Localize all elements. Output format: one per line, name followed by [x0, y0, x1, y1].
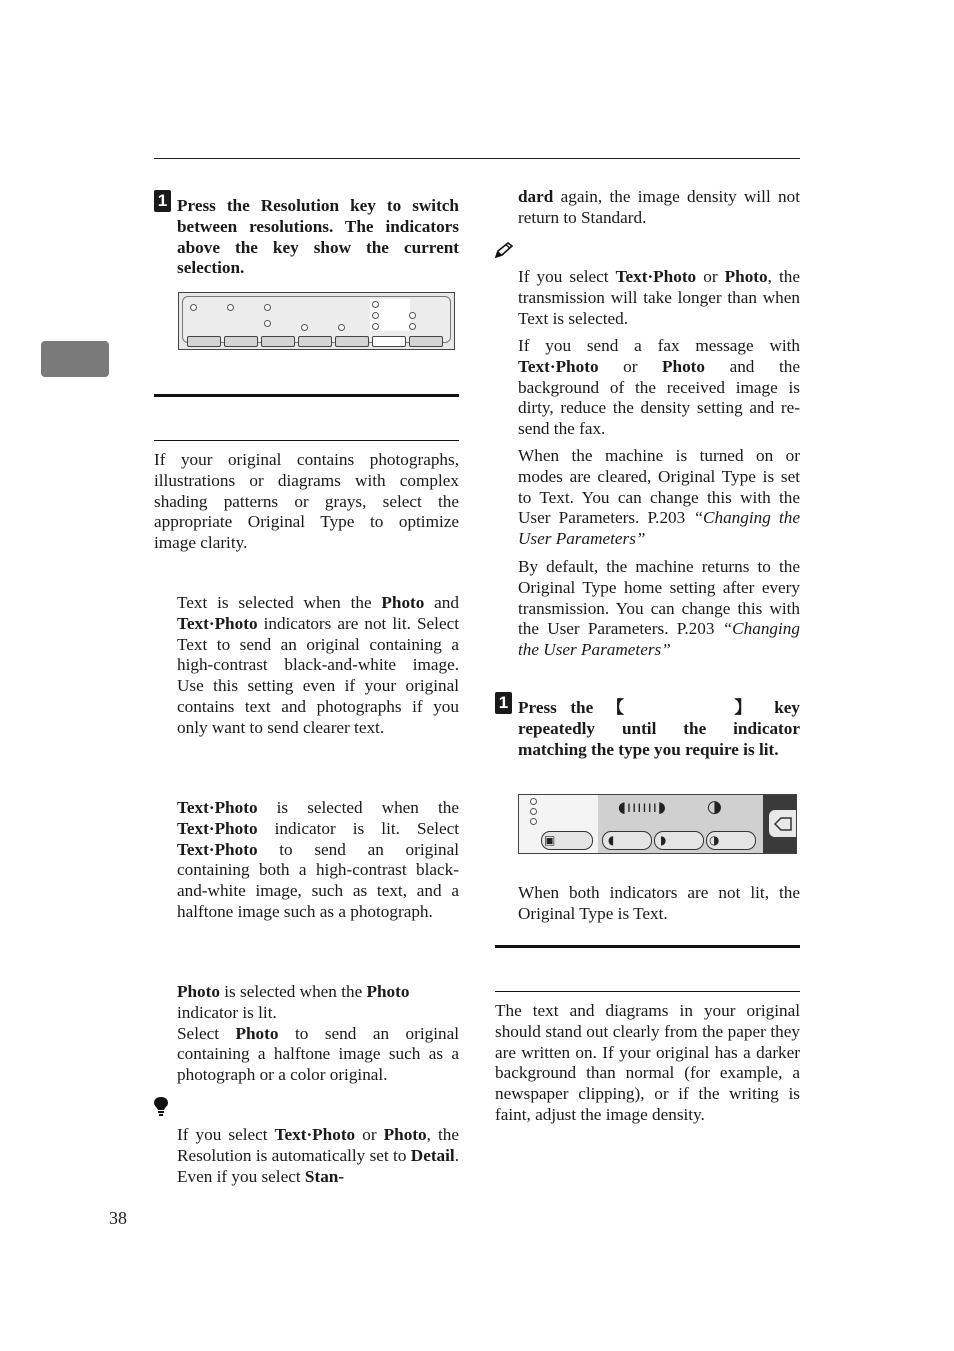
- photo-indicator-led: [530, 808, 537, 815]
- indicator-led: [190, 304, 197, 311]
- indicator-led: [530, 818, 537, 825]
- header-rule: [154, 158, 800, 159]
- step-resolution-text: Press the Resolution key to switch between resolutions. The indicators above the key show the current selection.: [177, 196, 459, 278]
- indicator-led: [227, 304, 234, 311]
- auto-density-icon: ◑: [707, 797, 722, 817]
- lighter-icon: ◖: [608, 833, 615, 847]
- section-rule-thick: [495, 945, 800, 948]
- back-key: [769, 810, 796, 837]
- both-indicators-text: When both indicators are not lit, the Original Type is Text.: [518, 883, 800, 923]
- darker-icon: ◗: [660, 833, 667, 847]
- indicator-led: [372, 312, 379, 319]
- panel-key: [187, 336, 221, 347]
- indicator-led: [409, 312, 416, 319]
- indicator-led: [372, 301, 379, 308]
- density-scale-icon: ◖ıııııı◗: [618, 798, 667, 816]
- indicator-led: [264, 304, 271, 311]
- image-density-intro: The text and diagrams in your original should stand out clearly from the paper they are written on. If your original has a darker background than normal (for example, a newspaper clipping), or if the writing is faint, adjust the image density.: [495, 1001, 800, 1124]
- text-photo-indicator-led: [530, 798, 537, 805]
- note-dirty-background: If you send a fax message with Text·Photo or Photo and the background of the received image is dirty, reduce the density setting and re-send the fax.: [518, 336, 800, 439]
- photo-mode-description: Photo is selected when the Photo indicator is lit. Select Photo to send an original containing a halftone image such as a photograph or a color original.: [177, 982, 459, 1085]
- section-rule-thick: [154, 394, 459, 397]
- step-original-type-text: Press the 【 】 key repeatedly until the indicator matching the type you require is lit.: [518, 698, 800, 759]
- note-longer-transmission: If you select Text·Photo or Photo, the transmission will take longer than when Text is selected.: [518, 267, 800, 328]
- panel-key: [335, 336, 369, 347]
- darker-key: [654, 831, 704, 850]
- reference-link[interactable]: P.203: [647, 508, 686, 528]
- limitation-text: If you select Text·Photo or Photo, the Resolution is automatically set to Detail. Even if you select Stan-: [177, 1125, 459, 1186]
- auto-density-key-icon: ◑: [709, 833, 720, 847]
- section-rule-thin: [154, 440, 459, 441]
- note-default-text: When the machine is turned on or modes are cleared, Original Type is set to Text. You can change this with the User Parameters. P.203 “Changing the User Parameters”: [518, 446, 801, 549]
- lighter-key: [602, 831, 652, 850]
- indicator-led: [409, 323, 416, 330]
- resolution-key: [372, 336, 406, 347]
- indicator-led: [372, 323, 379, 330]
- continued-text: dard again, the image density will not return to Standard.: [518, 187, 800, 227]
- original-type-intro: If your original contains photographs, illustrations or diagrams with complex shading patterns or grays, select the appropriate Original Type to optimize image clarity.: [154, 450, 459, 553]
- original-type-key: [541, 831, 593, 850]
- indicator-led: [264, 320, 271, 327]
- reference-link[interactable]: P.203: [676, 619, 715, 639]
- pencil-note-icon: [494, 241, 514, 263]
- panel-key: [298, 336, 332, 347]
- indicator-led: [301, 324, 308, 331]
- section-rule-thin: [495, 991, 800, 992]
- panel-key: [261, 336, 295, 347]
- step-number-badge: 1: [154, 190, 171, 212]
- page-number: 38: [109, 1208, 127, 1228]
- photo-icon: ▣: [544, 833, 556, 847]
- auto-density-key: [706, 831, 756, 850]
- original-type-panel-illustration: [518, 794, 797, 854]
- text-mode-description: Text is selected when the Photo and Text·Photo indicators are not lit. Select Text to send an original containing a high-contrast black-and-white image. Use this setting even if your original contains text and photographs if you only want to send clearer text.: [177, 593, 459, 737]
- panel-key: [224, 336, 258, 347]
- resolution-panel-illustration: [178, 292, 455, 350]
- note-home-setting: By default, the machine returns to the Original Type home setting after every transmission. You can change this with the User Parameters. P.203 “Changing the User Parameters”: [518, 557, 800, 660]
- limitation-icon: [152, 1096, 170, 1122]
- panel-key: [409, 336, 443, 347]
- step-number-badge: 1: [495, 692, 512, 714]
- chapter-tab: [41, 341, 109, 377]
- text-photo-mode-description: Text·Photo is selected when the Text·Photo indicator is lit. Select Text·Photo to send an original containing both a high-contrast black-and-white image, such as text, and a halftone image such as a photograph.: [177, 798, 459, 921]
- indicator-led: [338, 324, 345, 331]
